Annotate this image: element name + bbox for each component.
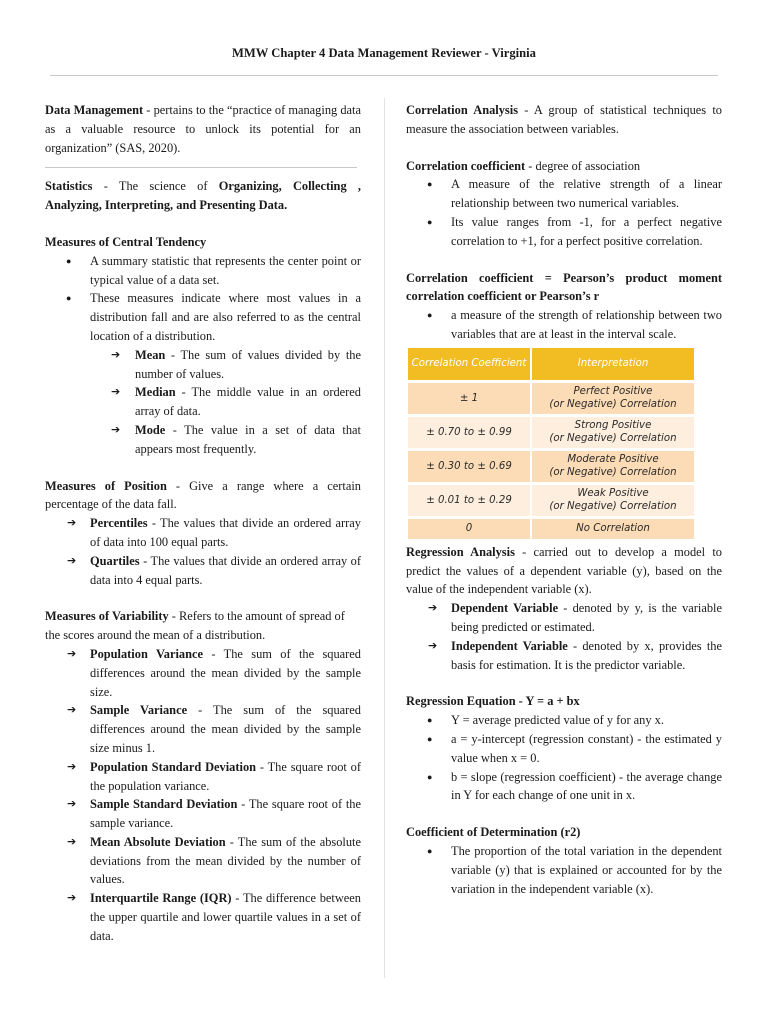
list-item: ● Y = average predicted value of y for any x.	[406, 711, 722, 730]
right-column	[406, 101, 722, 898]
sample-sd-item: ➔ Sample Standard Deviation - The square root of the sample variance.	[45, 795, 361, 833]
independent-variable-item: ➔ Independent Variable - denoted by x, provides the basis for estimation. It is the predictor variable.	[406, 637, 722, 675]
pearson-heading: Correlation coefficient = Pearson’s product moment correlation coefficient or Pearson’s r	[406, 270, 722, 304]
document-title: MMW Chapter 4 Data Management Reviewer - Virginia	[232, 46, 536, 60]
regression-analysis-definition: Regression Analysis - carried out to develop a model to predict the values of a dependent variable (y), based on the value of the independent variable (x).	[406, 544, 722, 597]
table-cell: Moderate Positive (or Negative) Correlation	[531, 449, 695, 483]
central-tendency-list	[45, 252, 361, 459]
correlation-analysis-definition: Correlation Analysis - A group of statistical techniques to measure the association between variables.	[406, 103, 723, 136]
variability-list	[45, 645, 361, 946]
percentiles-item: ➔ Percentiles - The values that divide an ordered array of data into 100 equal parts.	[45, 514, 361, 552]
table-row	[408, 415, 695, 449]
list-item: ● Its value ranges from -1, for a perfect negative correlation to +1, for a perfect positive correlation.	[406, 213, 722, 251]
dependent-variable-item: ➔ Dependent Variable - denoted by y, is the variable being predicted or estimated.	[406, 599, 722, 637]
table-cell: Strong Positive (or Negative) Correlation	[531, 415, 695, 449]
list-item: ● The proportion of the total variation in the dependent variable (y) that is explained or accounted for by the variation in the independent variable (x).	[406, 842, 722, 898]
table-cell: 0	[408, 517, 531, 539]
regression-equation-heading: Regression Equation - Y = a + bx	[406, 694, 580, 709]
table-row	[408, 517, 695, 539]
list-item: ● These measures indicate where most values in a distribution fall and are also referred to as the central location of a distribution.	[45, 289, 361, 345]
position-definition: Measures of Position - Give a range where a certain percentage of the data fall.	[45, 478, 361, 512]
quartiles-item: ➔ Quartiles - The values that divide an ordered array of data into 4 equal parts.	[45, 552, 361, 590]
table-row	[408, 449, 695, 483]
central-tendency-heading: Measures of Central Tendency	[45, 234, 207, 249]
sample-variance-item: ➔ Sample Variance - The sum of the squared differences around the mean divided by the sample size minus 1.	[45, 701, 361, 757]
table-cell: ± 0.01 to ± 0.29	[408, 483, 531, 517]
table-cell: Weak Positive (or Negative) Correlation	[531, 483, 695, 517]
list-item: ● b = slope (regression coefficient) - the average change in Y for each change of one unit in x.	[406, 768, 722, 806]
pearson-list	[406, 306, 722, 344]
mad-item: ➔ Mean Absolute Deviation - The sum of the absolute deviations from the mean divided by the number of values.	[45, 833, 361, 889]
mean-item: ➔ Mean - The sum of values divided by the number of values.	[45, 346, 361, 384]
table-header: Interpretation	[531, 348, 695, 382]
correlation-coefficient-definition: Correlation coefficient - degree of association	[406, 158, 641, 173]
iqr-item: ➔ Interquartile Range (IQR) - The difference between the upper quartile and lower quartile values in a set of data.	[45, 889, 361, 945]
statistics-definition: Statistics - The science of Organizing, Collecting , Analyzing, Interpreting, and Presenting Data.	[45, 179, 361, 213]
regression-variables-list	[406, 599, 722, 674]
mode-item: ➔ Mode - The value in a set of data that appears most frequently.	[45, 421, 361, 459]
data-management-definition: Data Management - pertains to the “practice of managing data as a valuable resource to unlock its potential for an organization” (SAS, 2020).	[45, 103, 362, 155]
table-cell: No Correlation	[531, 517, 695, 539]
regression-equation-list	[406, 711, 722, 805]
determination-heading: Coefficient of Determination (r2)	[406, 825, 581, 840]
list-item: ● a measure of the strength of relationship between two variables that are at least in the interval scale.	[406, 306, 722, 344]
table-cell: ± 1	[408, 381, 531, 415]
section-divider	[45, 167, 357, 168]
table-cell: Perfect Positive (or Negative) Correlation	[531, 381, 695, 415]
column-divider	[384, 98, 385, 978]
table-cell: ± 0.70 to ± 0.99	[408, 415, 531, 449]
determination-list	[406, 842, 722, 898]
population-sd-item: ➔ Population Standard Deviation - The square root of the population variance.	[45, 758, 361, 796]
position-list	[45, 514, 361, 589]
table-header: Correlation Coefficient	[408, 348, 531, 382]
population-variance-item: ➔ Population Variance - The sum of the squared differences around the mean divided by the sample size.	[45, 645, 361, 701]
median-item: ➔ Median - The middle value in an ordered array of data.	[45, 383, 361, 421]
left-column	[45, 101, 361, 946]
table-row	[408, 381, 695, 415]
table-header-row	[408, 348, 695, 382]
correlation-table	[408, 348, 696, 539]
correlation-coefficient-list	[406, 175, 722, 250]
title-divider	[50, 75, 718, 76]
variability-definition: Measures of Variability - Refers to the amount of spread of the scores around the mean of a distribution.	[45, 609, 345, 643]
list-item: ● A summary statistic that represents the center point or typical value of a data set.	[45, 252, 361, 290]
table-cell: ± 0.30 to ± 0.69	[408, 449, 531, 483]
list-item: ● a = y-intercept (regression constant) - the estimated y value when x = 0.	[406, 730, 722, 768]
list-item: ● A measure of the relative strength of a linear relationship between two numerical variables.	[406, 175, 722, 213]
table-row	[408, 483, 695, 517]
